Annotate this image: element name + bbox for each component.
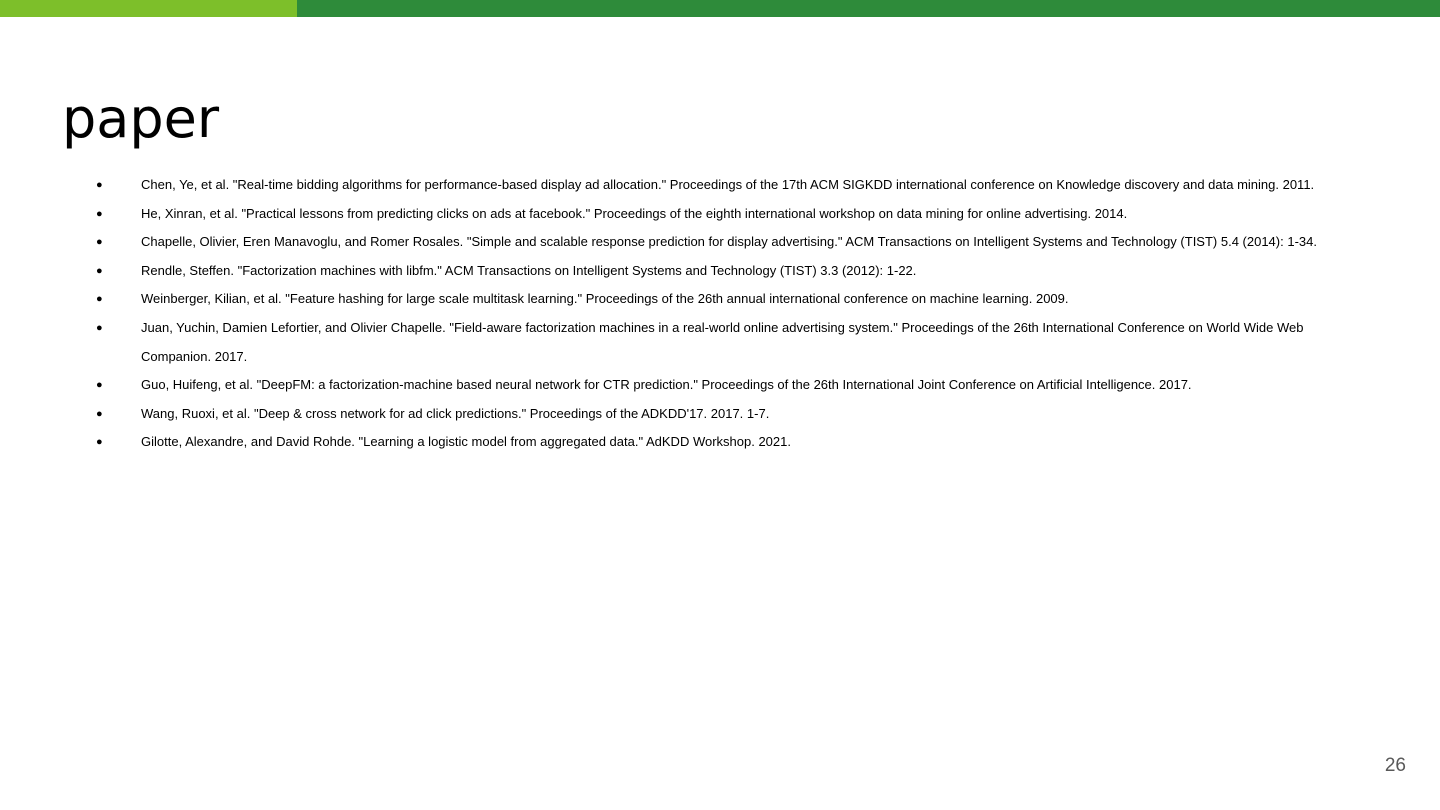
bullet-icon: ● bbox=[96, 321, 103, 334]
reference-text: Juan, Yuchin, Damien Lefortier, and Olivier Chapelle. "Field-aware factorization machines in a real-world online advertising system." Proceedings of the 26th International Conference on World Wide Web Companion. 2017. bbox=[141, 319, 1304, 364]
top-accent-bar-light-segment bbox=[0, 0, 297, 17]
reference-text: Wang, Ruoxi, et al. "Deep & cross network for ad click predictions." Proceedings of the ADKDD'17. 2017. 1-7. bbox=[141, 405, 770, 421]
slide-title: paper bbox=[62, 87, 220, 150]
top-accent-bar-dark-segment bbox=[297, 0, 1440, 17]
reference-text: Chen, Ye, et al. "Real-time bidding algorithms for performance-based display ad allocation." Proceedings of the 17th ACM SIGKDD international conference on Knowledge discovery and data mining. 2011. bbox=[141, 177, 1315, 192]
reference-text: He, Xinran, et al. "Practical lessons from predicting clicks on ads at facebook." Proceedings of the eighth international workshop on data mining for online advertising. 2014. bbox=[141, 205, 1128, 221]
reference-item bbox=[0, 428, 1440, 457]
reference-item bbox=[0, 314, 1440, 371]
bullet-icon: ● bbox=[96, 179, 103, 191]
reference-item bbox=[0, 228, 1440, 257]
reference-text: Rendle, Steffen. "Factorization machines with libfm." ACM Transactions on Intelligent Systems and Technology (TIST) 3.3 (2012): 1-22. bbox=[141, 262, 917, 278]
bullet-icon: ● bbox=[96, 236, 103, 249]
reference-text: Weinberger, Kilian, et al. "Feature hashing for large scale multitask learning." Proceedings of the 26th annual international conference on machine learning. 2009. bbox=[141, 291, 1069, 307]
bullet-icon: ● bbox=[96, 264, 103, 277]
bullet-icon: ● bbox=[96, 293, 103, 306]
reference-text: Gilotte, Alexandre, and David Rohde. "Learning a logistic model from aggregated data." AdKDD Workshop. 2021. bbox=[141, 434, 791, 450]
reference-text: Guo, Huifeng, et al. "DeepFM: a factorization-machine based neural network for CTR prediction." Proceedings of the 26th International Joint Conference on Artificial Intelligence. 2017. bbox=[141, 377, 1192, 393]
reference-item bbox=[0, 200, 1440, 229]
bullet-icon: ● bbox=[96, 207, 103, 220]
reference-item bbox=[0, 257, 1440, 286]
bullet-icon: ● bbox=[96, 407, 103, 420]
reference-item bbox=[0, 285, 1440, 314]
reference-item bbox=[0, 171, 1440, 200]
reference-item bbox=[0, 400, 1440, 429]
reference-item bbox=[0, 371, 1440, 400]
top-accent-bar bbox=[0, 0, 1440, 17]
page-number: 26 bbox=[1384, 755, 1406, 776]
bullet-icon: ● bbox=[96, 436, 103, 449]
bullet-icon: ● bbox=[96, 379, 103, 392]
reference-text: Chapelle, Olivier, Eren Manavoglu, and Romer Rosales. "Simple and scalable response prediction for display advertising." ACM Transactions on Intelligent Systems and Technology (TIST) 5.4 (2014): 1-34. bbox=[141, 234, 1317, 250]
reference-list bbox=[0, 171, 1440, 457]
